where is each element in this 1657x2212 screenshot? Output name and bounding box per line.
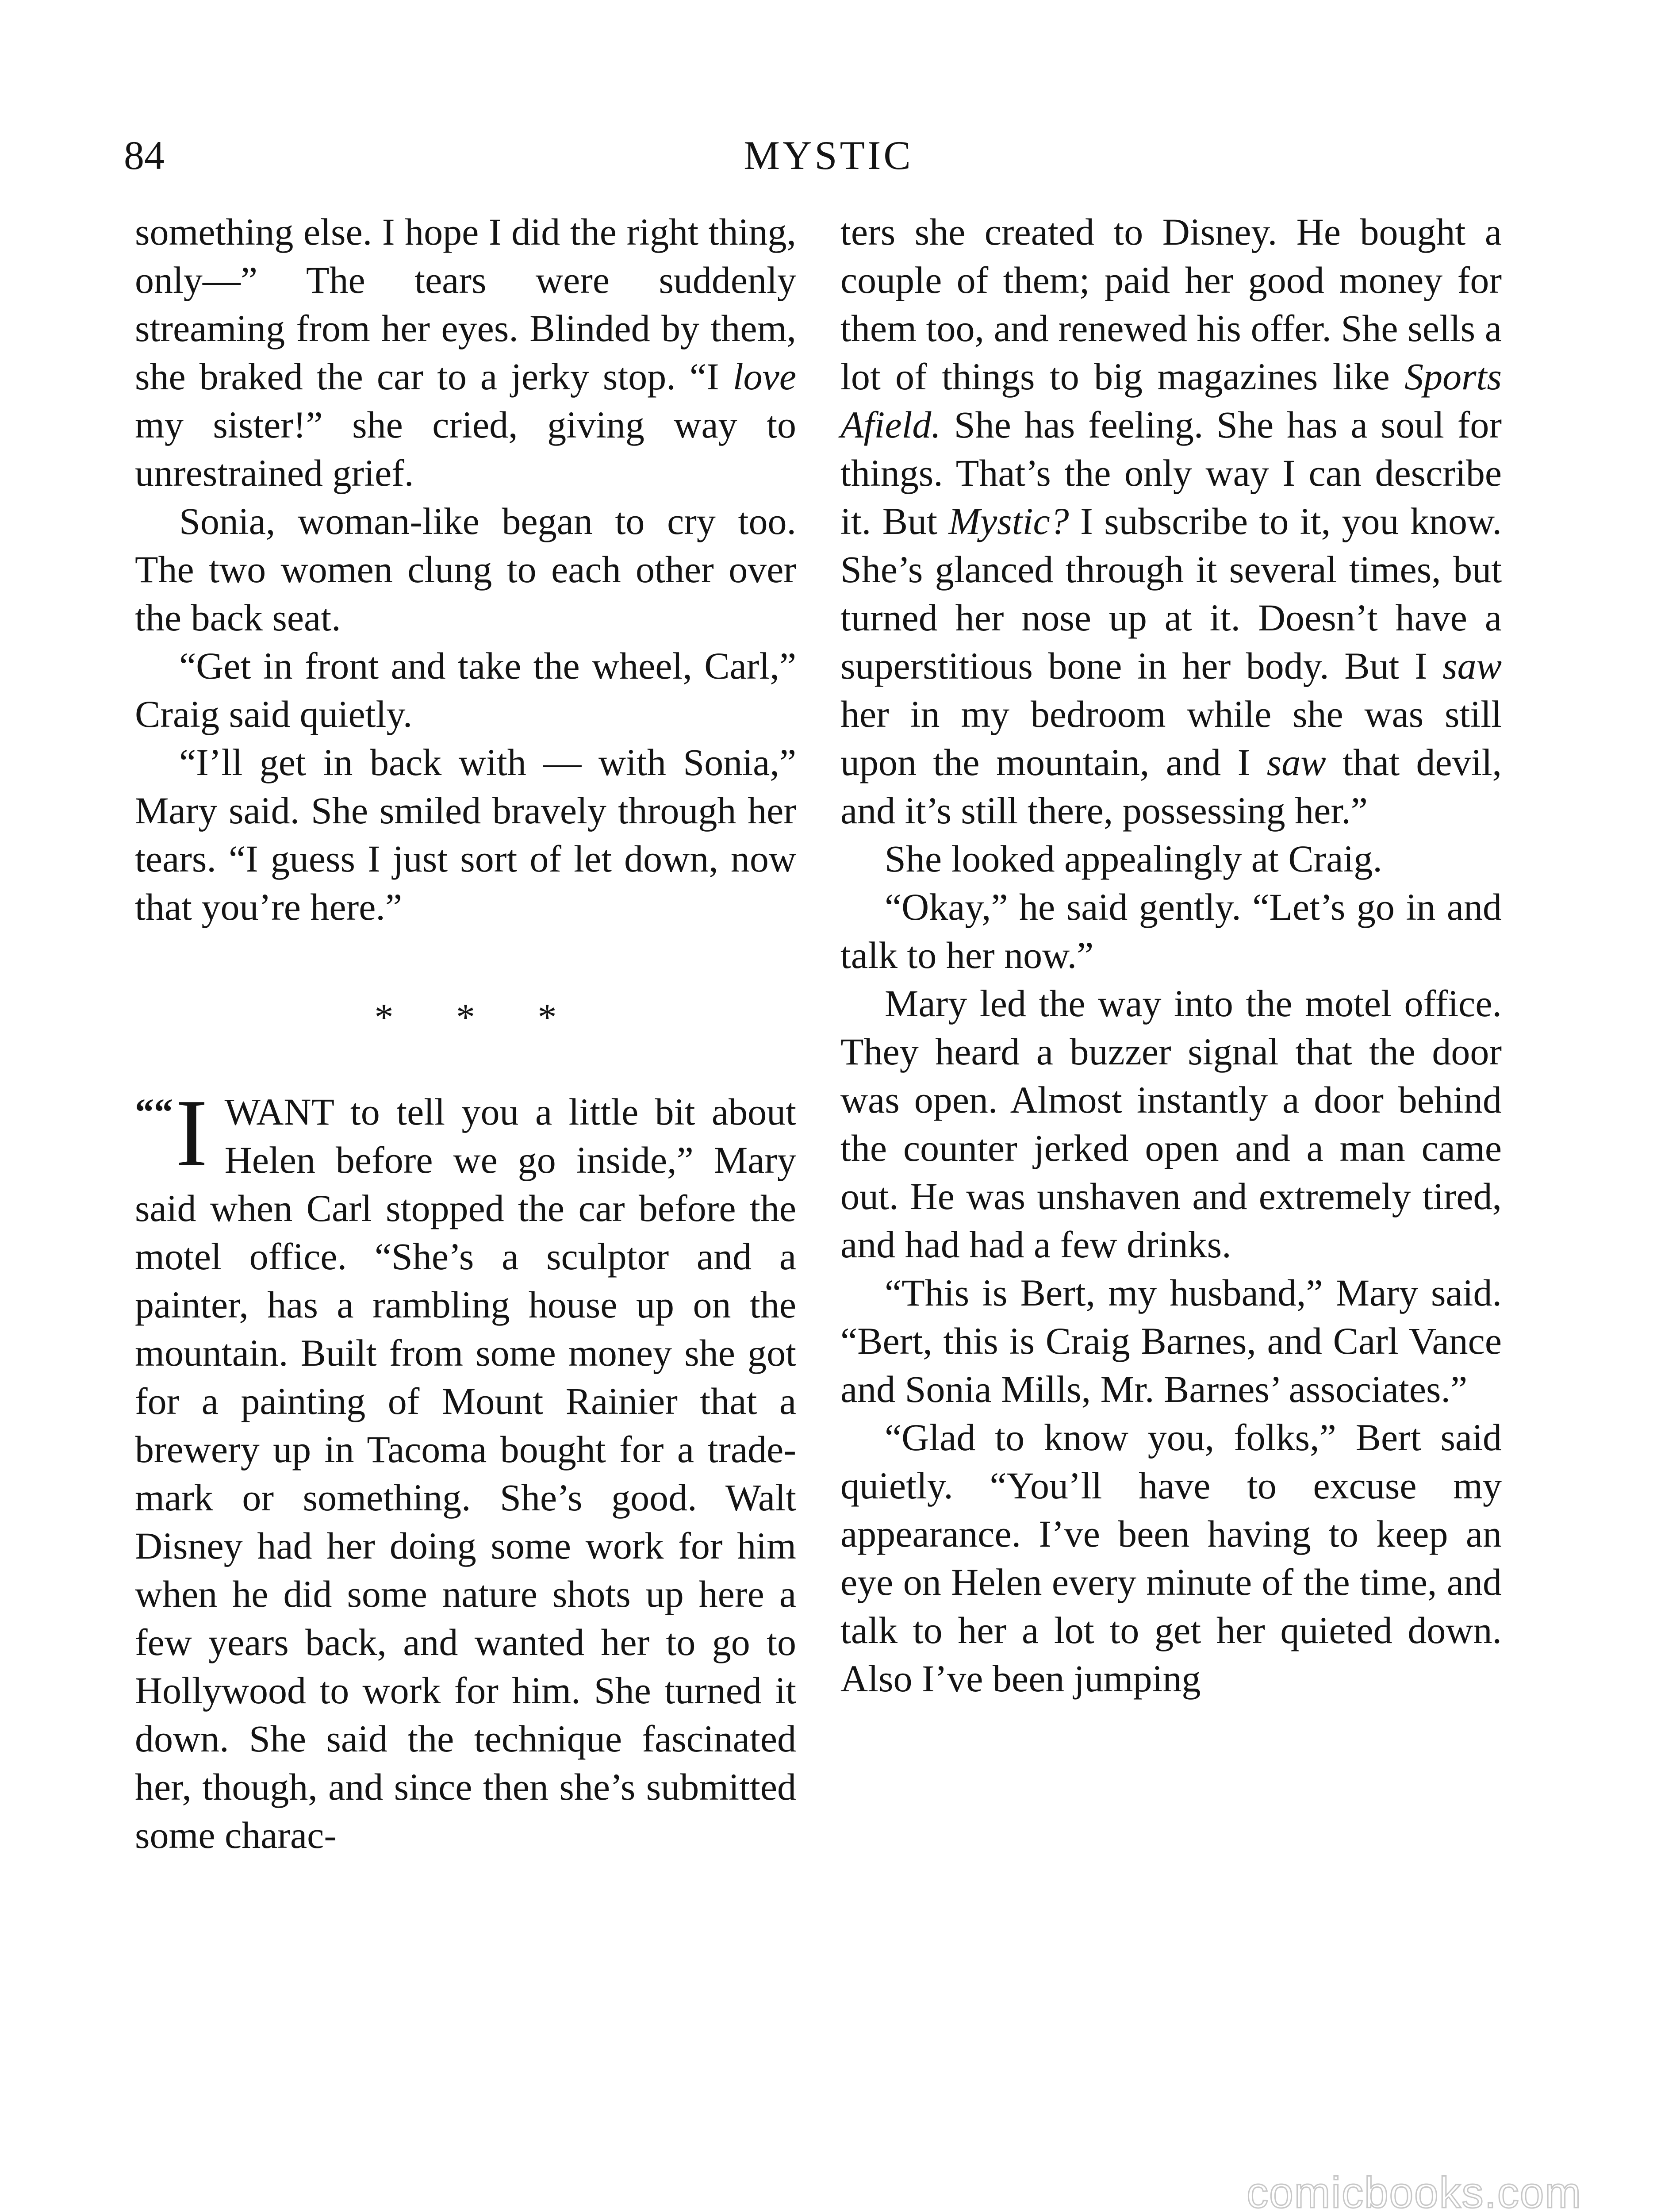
section-break-ornament: * * *: [374, 996, 583, 1038]
paragraph: “I’ll get in back with — with Sonia,” Mary said. She smiled bravely through her tears. “I guess I just sort of let down, now that you’re here.”: [135, 741, 796, 928]
paragraph-dropcap: ““ I WANT to tell you a little bit about Helen before we go inside,” Mary said when Carl stopped the car before the motel office. “She’s a sculptor and a painter, has a rambling house up on the mountain. Built from some money she got for a painting of Mount Rainier that a brewery up in Tacoma bought for a trade-mark or something. She’s good. Walt Disney had her doing some work for him when he did some nature shots up here a few years back, and wanted her to go to Hollywood to work for him. She turned it down. She said the technique fascinated her, though, and since then she’s submitted some charac-: [135, 1080, 796, 1856]
drop-cap: I: [176, 1080, 208, 1187]
paragraph: ters she created to Disney. He bought a couple of them; paid her good money for them too, and renewed his offer. She sells a lot of things to big magazines like Sports Afield. She has feeling. She has a soul for things. That’s the only way I can describe it. But Mystic? I subscribe to it, you know. She’s glanced through it several times, but turned her nose up at it. Doesn’t have a superstitious bone in her body. But I saw her in my bedroom while she was still upon the mountain, and I saw that devil, and it’s still there, possessing her.”: [840, 211, 1502, 832]
opening-quote: ““: [135, 1091, 173, 1133]
paragraph: something else. I hope I did the right thing, only—” The tears were suddenly streaming from her eyes. Blinded by them, she braked the car to a jerky stop. “I love my sister!” she cried, giving way to unrestrained grief.: [135, 211, 796, 494]
running-title: MYSTIC: [744, 133, 913, 178]
right-column: [840, 208, 1502, 1703]
paragraph: “Glad to know you, folks,” Bert said quietly. “You’ll have to excuse my appearance. I’ve been having to keep an eye on Helen every minute of the time, and talk to her a lot to get her quieted down. Also I’ve been jumping: [840, 1416, 1502, 1700]
paragraph: “Get in front and take the wheel, Carl,” Craig said quietly.: [135, 645, 796, 735]
paragraph: “This is Bert, my husband,” Mary said. “Bert, this is Craig Barnes, and Carl Vance and Sonia Mills, Mr. Barnes’ associates.”: [840, 1271, 1502, 1410]
paragraph: “Okay,” he said gently. “Let’s go in and talk to her now.”: [840, 886, 1502, 976]
page-number: 84: [124, 133, 165, 178]
paragraph: Sonia, woman-like began to cry too. The two women clung to each other over the back seat.: [135, 500, 796, 639]
paragraph: Mary led the way into the motel office. They heard a buzzer signal that the door was open. Almost instantly a door behind the counter jerked open and a man came out. He was unshaven and extremely tired, and had had a few drinks.: [840, 982, 1502, 1266]
watermark: comicbooks.com: [1247, 2168, 1582, 2212]
left-column: [135, 208, 796, 1859]
paragraph: She looked appealingly at Craig.: [885, 837, 1382, 880]
